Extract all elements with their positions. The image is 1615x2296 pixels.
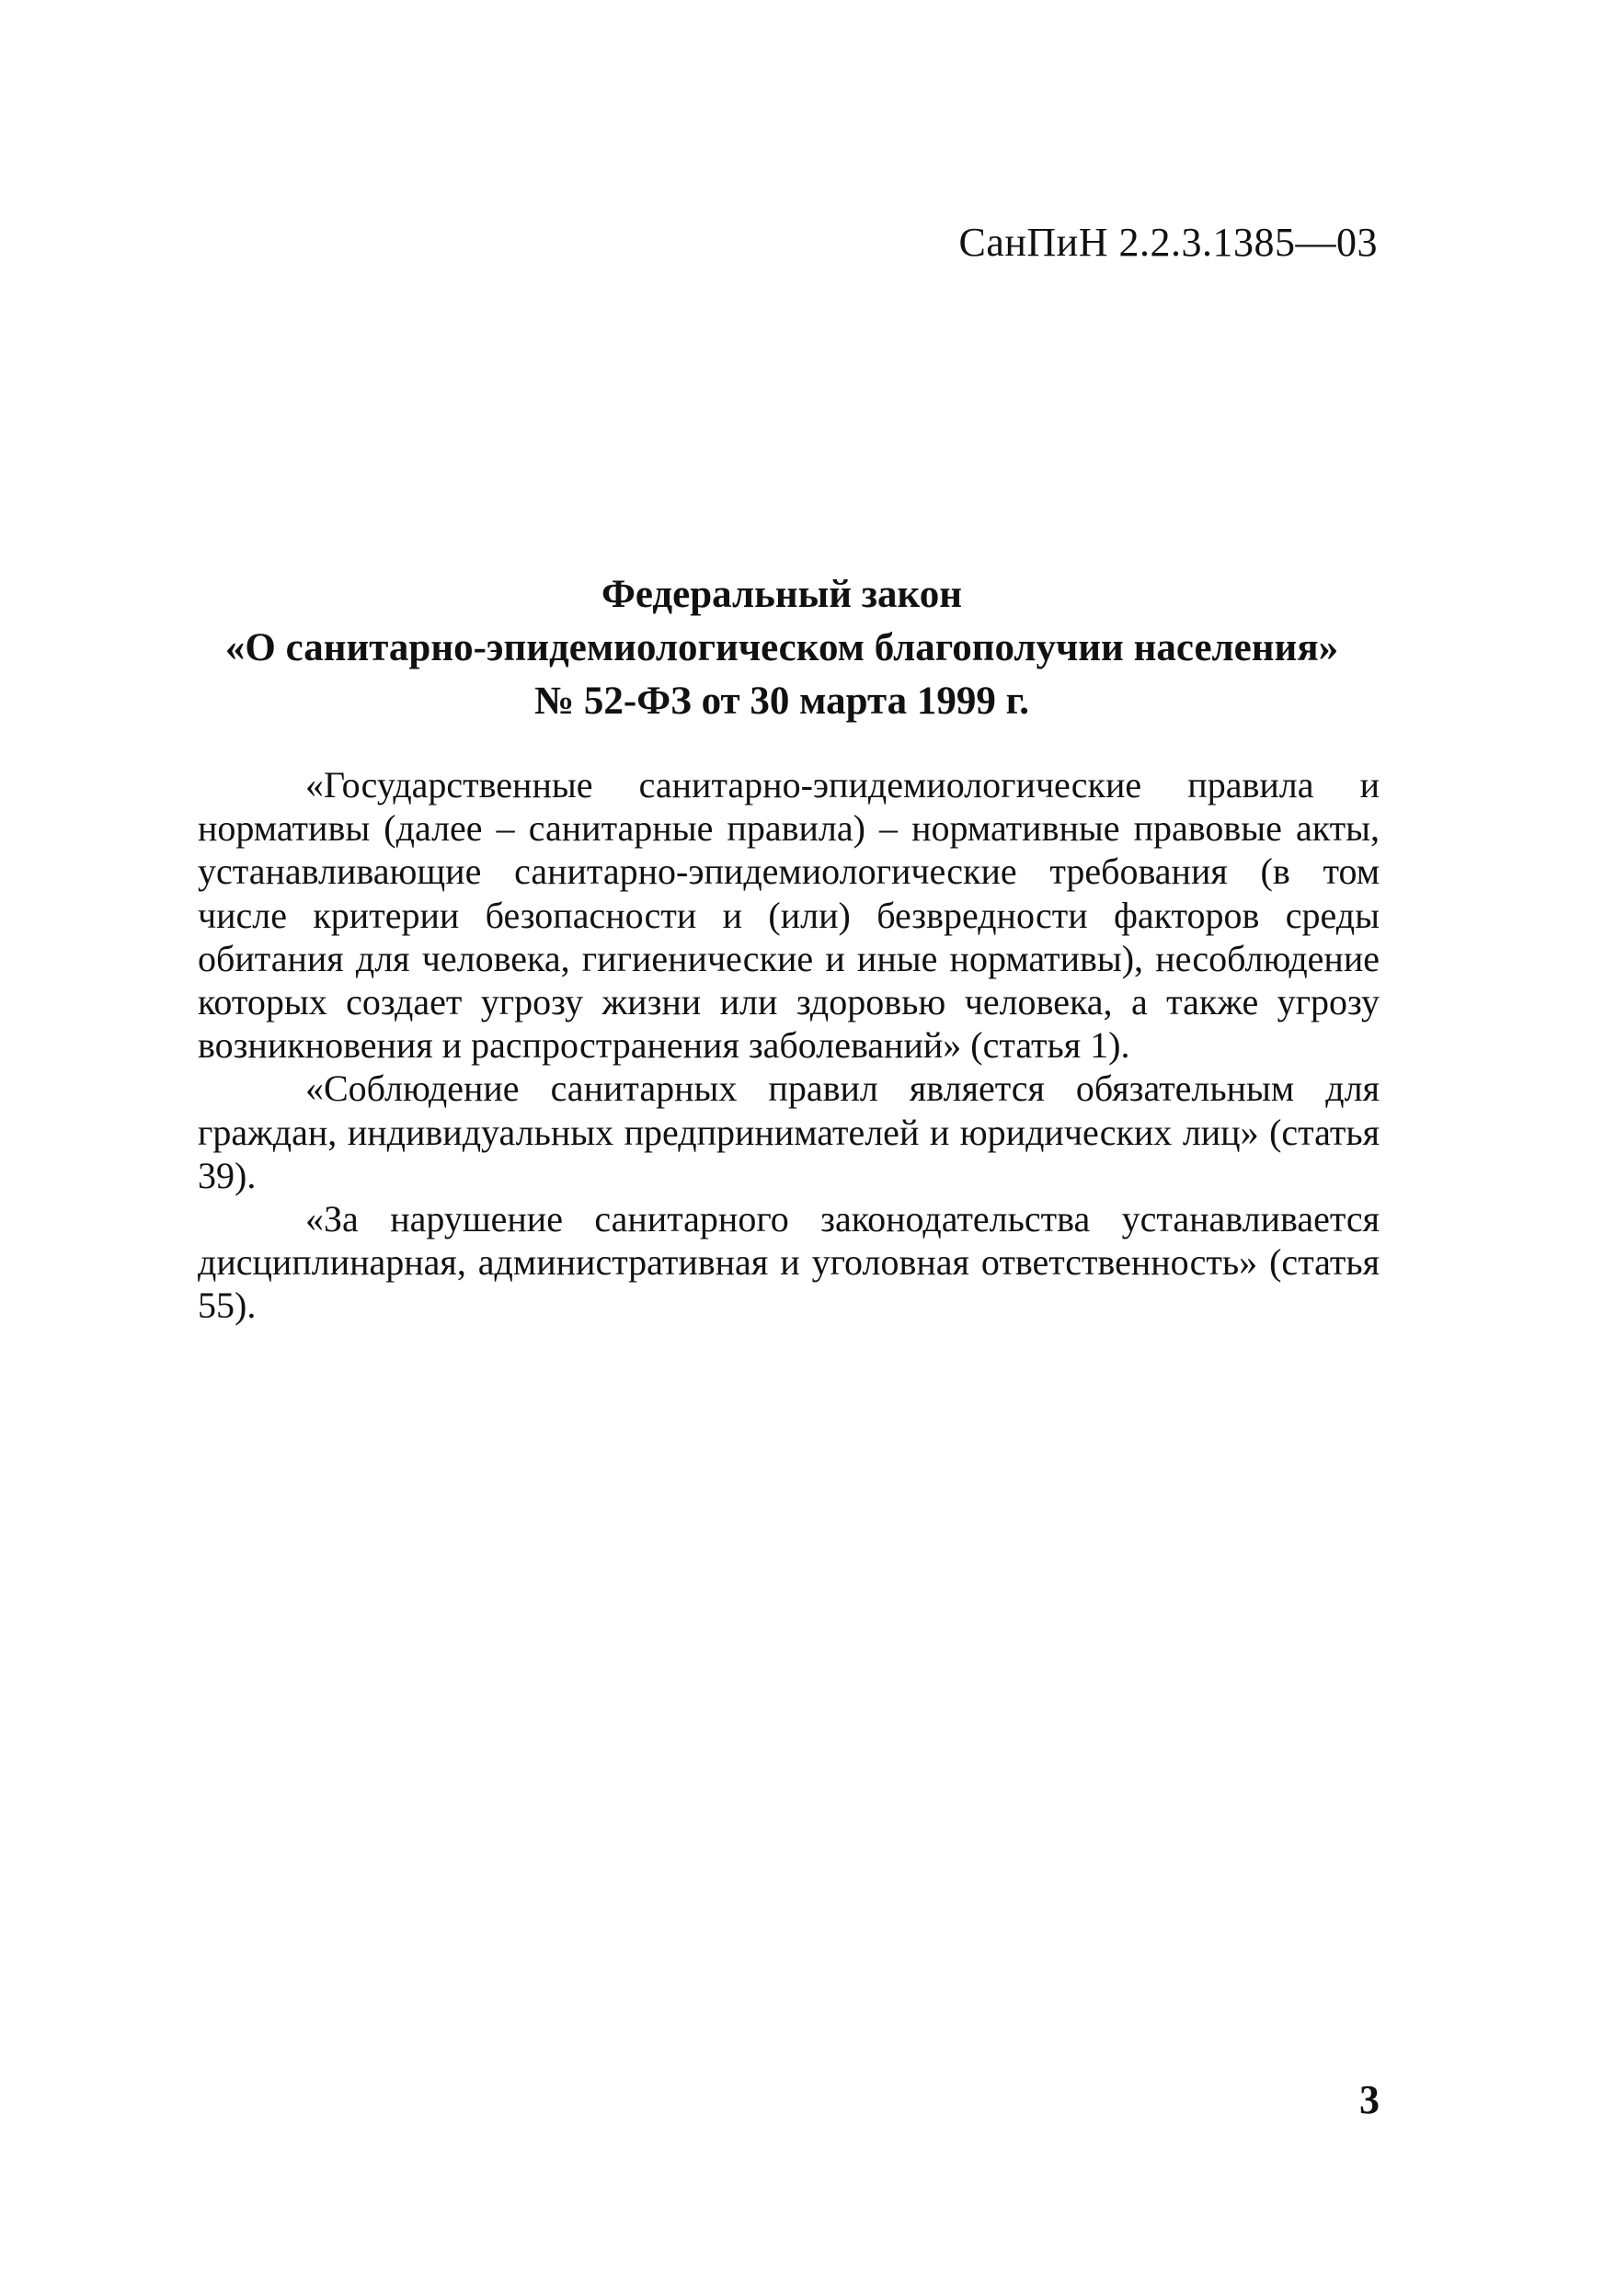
page-number: 3 [1359,2077,1380,2122]
paragraph-article-1: «Государственные санитарно-эпидемиологические правила и нормативы (далее – санитарные правила) – нормативные правовые акты, устанавливающие санитарно-эпидемиологические требования (в том числе критерии безопасности и (или) безвредности факторов среды обитания для человека, гигиенические и иные нормативы), несоблюдение которых создает угрозу жизни или здоровью человека, а также угрозу возникновения и распространения заболеваний» (статья 1). [198,764,1380,1067]
law-title-line-2: «О санитарно-эпидемиологическом благополучии населения» [224,626,1339,669]
law-title-line-3: № 52-ФЗ от 30 марта 1999 г. [533,680,1030,723]
law-title-line-1: Федеральный закон [601,573,963,616]
paragraph-article-39: «Соблюдение санитарных правил является обязательным для граждан, индивидуальных предпринимателей и юридических лиц» (статья 39). [198,1068,1380,1196]
document-code: СанПиН 2.2.3.1385—03 [958,220,1378,265]
body-text [198,763,1380,1328]
paragraph-article-55: «За нарушение санитарного законодательства устанавливается дисциплинарная, административная и уголовная ответственность» (статья 55). [198,1198,1380,1327]
law-title [184,568,1380,728]
